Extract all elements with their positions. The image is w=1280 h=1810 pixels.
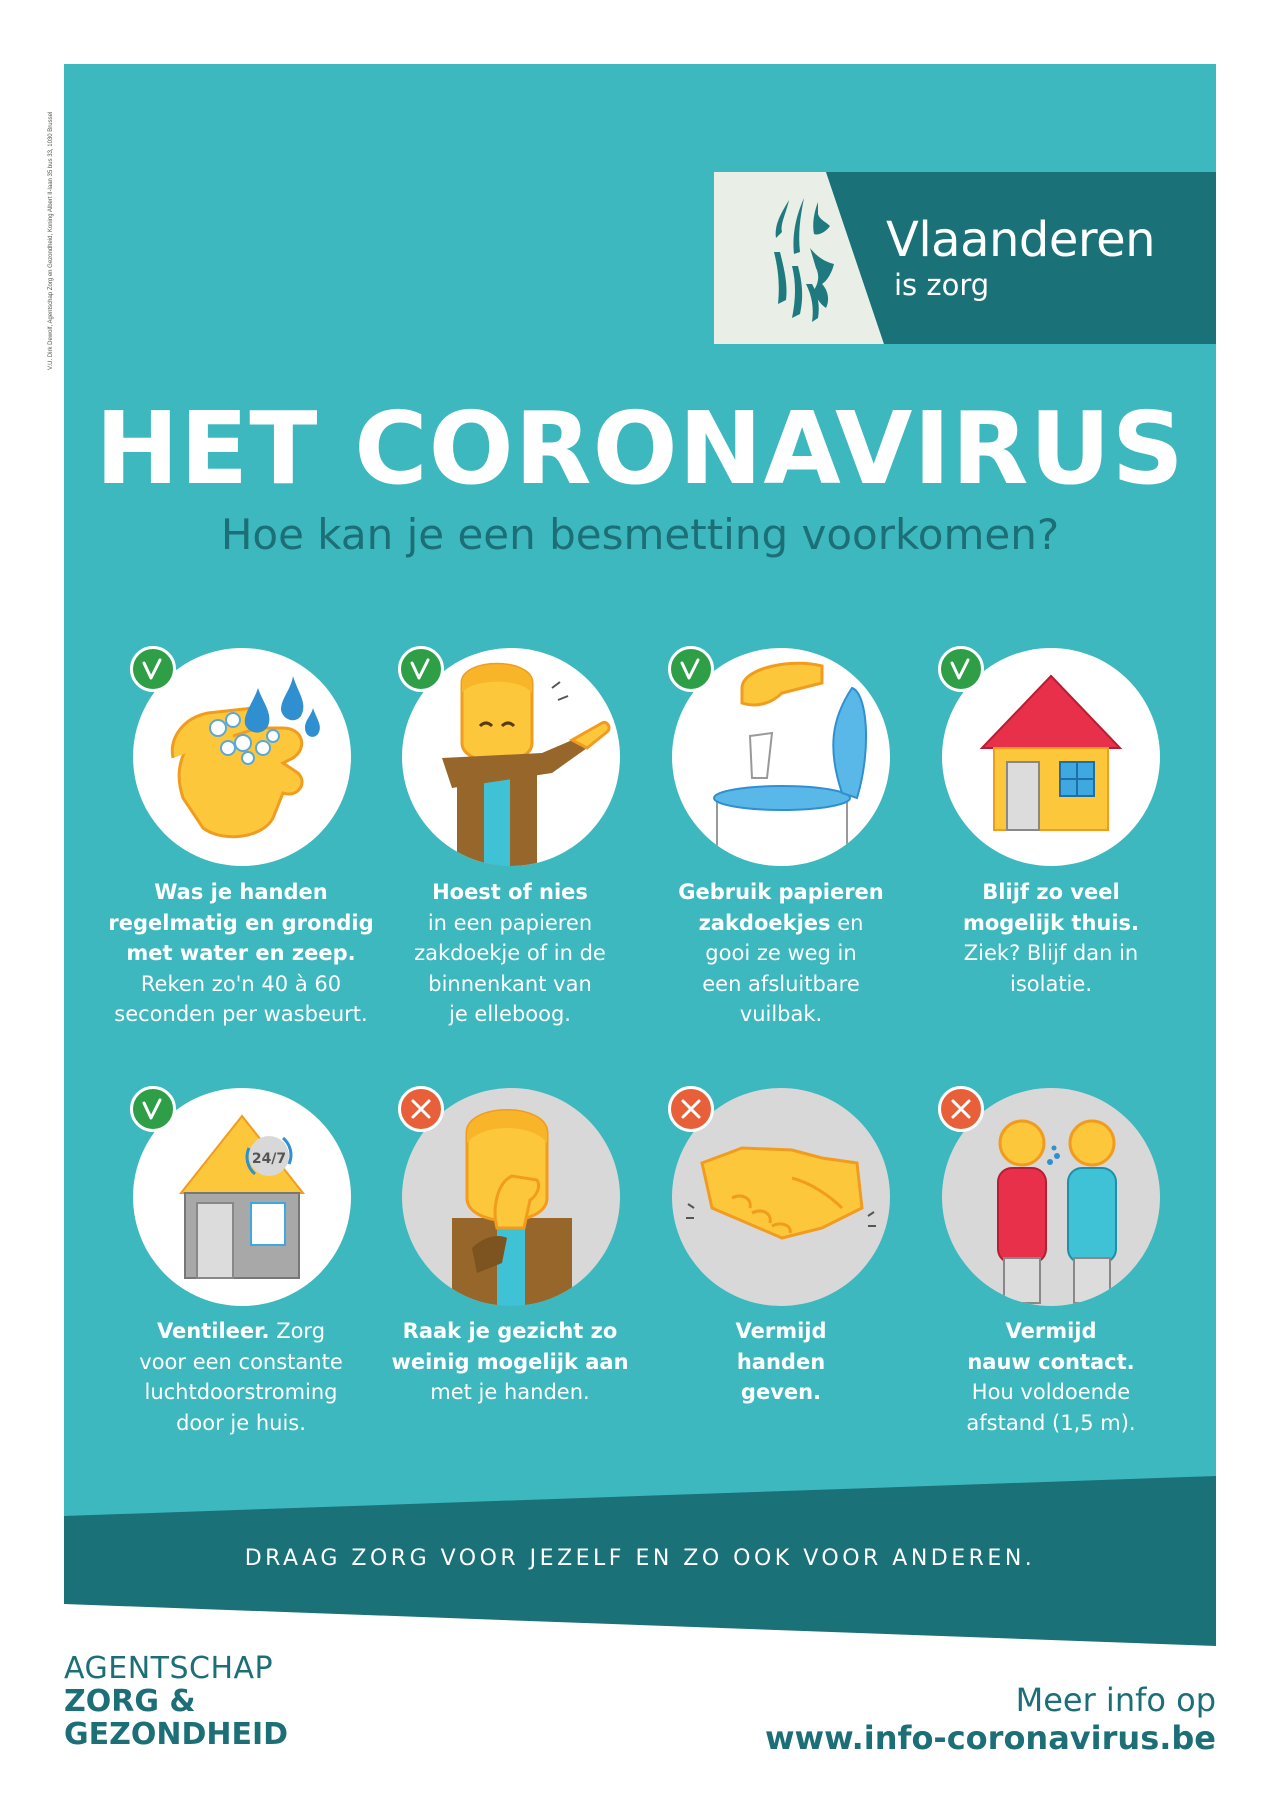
agency-logo	[64, 1652, 288, 1751]
check-icon	[130, 1086, 176, 1132]
colophon-text: V.U. Dirk Dewolf, Agentschap Zorg en Gezondheid, Koning Albert II-laan 35 bus 33, 1030 Brussel	[48, 111, 54, 370]
tip-text: Vermijd handen geven.	[735, 1319, 827, 1404]
tip-text: Vermijd nauw contact. Hou voldoende afstand (1,5 m).	[966, 1319, 1136, 1435]
tip-text: Ventileer. Zorg voor een constante luchtdoorstroming door je huis.	[139, 1319, 343, 1435]
check-icon	[398, 646, 444, 692]
more-info	[765, 1682, 1216, 1758]
tip-text: Gebruik papieren zakdoekjes en gooi ze weg in een afsluitbare vuilbak.	[678, 880, 884, 1026]
agency-line-1: AGENTSCHAP	[64, 1651, 274, 1686]
ventilation-24-7-label: 24/7	[251, 1151, 287, 1167]
agency-line-3: GEZONDHEID	[64, 1717, 289, 1752]
lion-icon	[734, 172, 854, 344]
tip-text: Was je handen regelmatig en grondig met water en zeep. Reken zo'n 40 à 60 seconden per wasbeurt.	[108, 880, 374, 1026]
tip-text: Hoest of nies in een papieren zakdoekje of in de binnenkant van je elleboog.	[414, 880, 606, 1026]
cross-icon	[668, 1086, 714, 1132]
logo-subtitle: is zorg	[894, 268, 990, 302]
check-icon	[668, 646, 714, 692]
cross-icon	[398, 1086, 444, 1132]
agency-line-2: ZORG &	[64, 1684, 196, 1719]
tip-text: Blijf zo veel mogelijk thuis. Ziek? Blijf dan in isolatie.	[962, 880, 1140, 996]
check-icon	[130, 646, 176, 692]
page-title: HET CORONAVIRUS	[95, 390, 1185, 507]
page-subtitle: Hoe kan je een besmetting voorkomen?	[220, 510, 1060, 559]
more-info-url[interactable]: www.info-coronavirus.be	[764, 1719, 1216, 1757]
vlaanderen-logo	[714, 172, 1216, 344]
tip-text: Raak je gezicht zo weinig mogelijk aan met je handen.	[391, 1319, 629, 1404]
check-icon	[938, 646, 984, 692]
colophon	[48, 70, 58, 370]
footer-slogan: DRAAG ZORG VOOR JEZELF EN ZO OOK VOOR ANDEREN.	[244, 1546, 1036, 1571]
logo-title: Vlaanderen	[886, 212, 1156, 268]
cross-icon	[938, 1086, 984, 1132]
more-info-label: Meer info op	[1015, 1681, 1216, 1719]
